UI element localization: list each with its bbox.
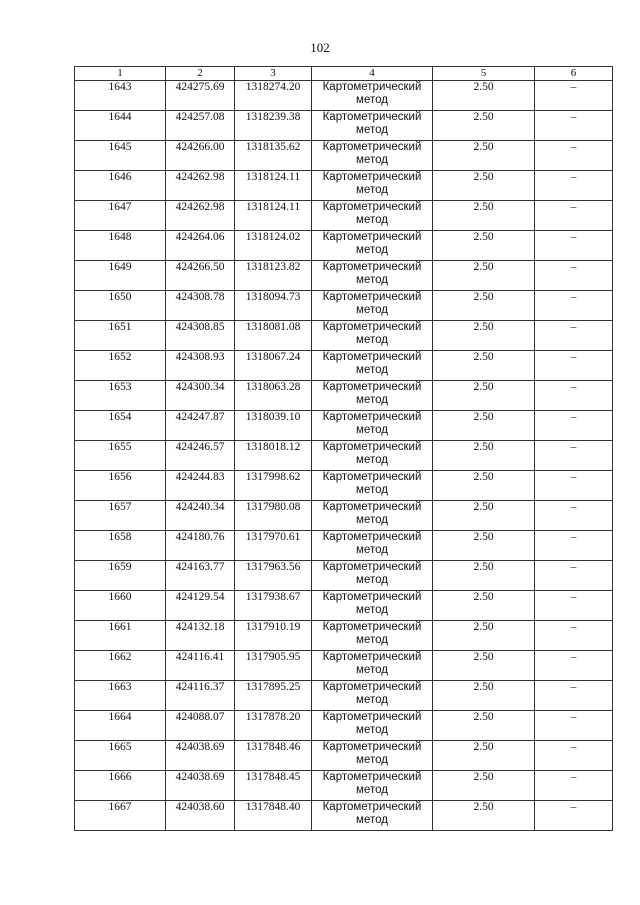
method-line-2: метод (356, 124, 388, 136)
method-line-1: Картометрический (322, 81, 422, 93)
table-row (75, 111, 613, 141)
column-header: 6 (535, 67, 613, 81)
method-cell (312, 321, 433, 351)
dash-mark: – (570, 681, 577, 693)
table-row (75, 741, 613, 771)
table-row (75, 291, 613, 321)
x-coordinate-cell: 424266.00 (166, 141, 235, 171)
x-coordinate-cell: 424038.69 (166, 741, 235, 771)
dash-mark: – (570, 171, 577, 183)
accuracy-cell: 2.50 (433, 411, 535, 441)
accuracy-cell: 2.50 (433, 801, 535, 831)
dash-mark: – (570, 411, 577, 423)
accuracy-cell: 2.50 (433, 231, 535, 261)
dash-mark: – (570, 771, 577, 783)
method-line-1: Картометрический (322, 231, 422, 243)
y-coordinate-cell: 1317970.61 (235, 531, 312, 561)
dash-mark: – (570, 141, 577, 153)
method-line-1: Картометрический (322, 171, 422, 183)
method-cell (312, 381, 433, 411)
point-number-cell: 1665 (75, 741, 166, 771)
table-row (75, 81, 613, 111)
column-header: 1 (75, 67, 166, 81)
y-coordinate-cell: 1318274.20 (235, 81, 312, 111)
accuracy-cell: 2.50 (433, 111, 535, 141)
table-row (75, 261, 613, 291)
dash-mark: – (570, 201, 577, 213)
accuracy-cell: 2.50 (433, 561, 535, 591)
note-cell (535, 531, 613, 561)
method-line-2: метод (356, 184, 388, 196)
method-cell (312, 441, 433, 471)
column-header-row (75, 67, 613, 81)
method-line-1: Картометрический (322, 381, 422, 393)
note-cell (535, 441, 613, 471)
dash-mark: – (570, 591, 577, 603)
note-cell (535, 81, 613, 111)
method-cell (312, 231, 433, 261)
note-cell (535, 381, 613, 411)
dash-mark: – (570, 471, 577, 483)
method-line-1: Картометрический (322, 201, 422, 213)
y-coordinate-cell: 1318063.28 (235, 381, 312, 411)
method-line-1: Картометрический (322, 621, 422, 633)
point-number-cell: 1659 (75, 561, 166, 591)
point-number-cell: 1649 (75, 261, 166, 291)
note-cell (535, 261, 613, 291)
point-number-cell: 1645 (75, 141, 166, 171)
method-line-1: Картометрический (322, 501, 422, 513)
method-line-2: метод (356, 754, 388, 766)
table-row (75, 621, 613, 651)
method-line-1: Картометрический (322, 411, 422, 423)
x-coordinate-cell: 424244.83 (166, 471, 235, 501)
method-line-2: метод (356, 154, 388, 166)
table-row (75, 441, 613, 471)
note-cell (535, 231, 613, 261)
table-row (75, 591, 613, 621)
table-row (75, 711, 613, 741)
note-cell (535, 501, 613, 531)
table-row (75, 321, 613, 351)
method-line-2: метод (356, 274, 388, 286)
accuracy-cell: 2.50 (433, 261, 535, 291)
point-number-cell: 1662 (75, 651, 166, 681)
dash-mark: – (570, 741, 577, 753)
point-number-cell: 1664 (75, 711, 166, 741)
accuracy-cell: 2.50 (433, 591, 535, 621)
dash-mark: – (570, 501, 577, 513)
method-cell (312, 501, 433, 531)
x-coordinate-cell: 424246.57 (166, 441, 235, 471)
x-coordinate-cell: 424038.60 (166, 801, 235, 831)
note-cell (535, 741, 613, 771)
method-line-1: Картометрический (322, 651, 422, 663)
dash-mark: – (570, 651, 577, 663)
note-cell (535, 351, 613, 381)
y-coordinate-cell: 1317848.40 (235, 801, 312, 831)
x-coordinate-cell: 424275.69 (166, 81, 235, 111)
method-line-2: метод (356, 634, 388, 646)
point-number-cell: 1660 (75, 591, 166, 621)
accuracy-cell: 2.50 (433, 81, 535, 111)
method-line-1: Картометрический (322, 801, 422, 813)
dash-mark: – (570, 531, 577, 543)
table-row (75, 501, 613, 531)
y-coordinate-cell: 1317895.25 (235, 681, 312, 711)
x-coordinate-cell: 424180.76 (166, 531, 235, 561)
table-row (75, 681, 613, 711)
y-coordinate-cell: 1318239.38 (235, 111, 312, 141)
method-line-1: Картометрический (322, 291, 422, 303)
point-number-cell: 1667 (75, 801, 166, 831)
point-number-cell: 1650 (75, 291, 166, 321)
y-coordinate-cell: 1317905.95 (235, 651, 312, 681)
table-row (75, 411, 613, 441)
method-cell (312, 411, 433, 441)
accuracy-cell: 2.50 (433, 141, 535, 171)
column-header: 5 (433, 67, 535, 81)
y-coordinate-cell: 1317963.56 (235, 561, 312, 591)
note-cell (535, 171, 613, 201)
table-row (75, 351, 613, 381)
point-number-cell: 1647 (75, 201, 166, 231)
x-coordinate-cell: 424038.69 (166, 771, 235, 801)
method-cell (312, 591, 433, 621)
y-coordinate-cell: 1318094.73 (235, 291, 312, 321)
point-number-cell: 1644 (75, 111, 166, 141)
point-number-cell: 1666 (75, 771, 166, 801)
note-cell (535, 771, 613, 801)
method-cell (312, 681, 433, 711)
method-line-1: Картометрический (322, 261, 422, 273)
y-coordinate-cell: 1318124.11 (235, 171, 312, 201)
method-cell (312, 801, 433, 831)
method-cell (312, 111, 433, 141)
note-cell (535, 141, 613, 171)
x-coordinate-cell: 424163.77 (166, 561, 235, 591)
method-line-1: Картометрический (322, 111, 422, 123)
y-coordinate-cell: 1317998.62 (235, 471, 312, 501)
method-cell (312, 711, 433, 741)
note-cell (535, 471, 613, 501)
method-cell (312, 351, 433, 381)
table-row (75, 201, 613, 231)
y-coordinate-cell: 1318124.11 (235, 201, 312, 231)
accuracy-cell: 2.50 (433, 771, 535, 801)
dash-mark: – (570, 261, 577, 273)
point-number-cell: 1655 (75, 441, 166, 471)
accuracy-cell: 2.50 (433, 291, 535, 321)
x-coordinate-cell: 424247.87 (166, 411, 235, 441)
x-coordinate-cell: 424264.06 (166, 231, 235, 261)
accuracy-cell: 2.50 (433, 351, 535, 381)
y-coordinate-cell: 1318124.02 (235, 231, 312, 261)
method-line-2: метод (356, 244, 388, 256)
method-line-2: метод (356, 94, 388, 106)
y-coordinate-cell: 1318018.12 (235, 441, 312, 471)
y-coordinate-cell: 1317878.20 (235, 711, 312, 741)
table-row (75, 651, 613, 681)
point-number-cell: 1652 (75, 351, 166, 381)
accuracy-cell: 2.50 (433, 621, 535, 651)
table-row (75, 531, 613, 561)
accuracy-cell: 2.50 (433, 681, 535, 711)
method-cell (312, 171, 433, 201)
x-coordinate-cell: 424266.50 (166, 261, 235, 291)
dash-mark: – (570, 621, 577, 633)
accuracy-cell: 2.50 (433, 381, 535, 411)
method-line-2: метод (356, 604, 388, 616)
point-number-cell: 1658 (75, 531, 166, 561)
table-row (75, 171, 613, 201)
dash-mark: – (570, 291, 577, 303)
table-row (75, 561, 613, 591)
point-number-cell: 1646 (75, 171, 166, 201)
method-line-1: Картометрический (322, 441, 422, 453)
x-coordinate-cell: 424308.93 (166, 351, 235, 381)
x-coordinate-cell: 424257.08 (166, 111, 235, 141)
table-row (75, 471, 613, 501)
dash-mark: – (570, 381, 577, 393)
method-cell (312, 621, 433, 651)
point-number-cell: 1651 (75, 321, 166, 351)
table-row (75, 381, 613, 411)
y-coordinate-cell: 1318067.24 (235, 351, 312, 381)
accuracy-cell: 2.50 (433, 471, 535, 501)
table-row (75, 801, 613, 831)
method-line-1: Картометрический (322, 141, 422, 153)
note-cell (535, 561, 613, 591)
y-coordinate-cell: 1317848.45 (235, 771, 312, 801)
x-coordinate-cell: 424132.18 (166, 621, 235, 651)
point-number-cell: 1661 (75, 621, 166, 651)
x-coordinate-cell: 424116.37 (166, 681, 235, 711)
dash-mark: – (570, 231, 577, 243)
y-coordinate-cell: 1318123.82 (235, 261, 312, 291)
method-line-1: Картометрический (322, 741, 422, 753)
method-cell (312, 531, 433, 561)
column-header: 2 (166, 67, 235, 81)
dash-mark: – (570, 711, 577, 723)
method-cell (312, 741, 433, 771)
method-line-2: метод (356, 724, 388, 736)
note-cell (535, 681, 613, 711)
accuracy-cell: 2.50 (433, 441, 535, 471)
x-coordinate-cell: 424262.98 (166, 171, 235, 201)
method-line-2: метод (356, 664, 388, 676)
dash-mark: – (570, 81, 577, 93)
accuracy-cell: 2.50 (433, 321, 535, 351)
table-row (75, 771, 613, 801)
dash-mark: – (570, 111, 577, 123)
method-cell (312, 201, 433, 231)
method-line-2: метод (356, 484, 388, 496)
x-coordinate-cell: 424240.34 (166, 501, 235, 531)
method-line-2: метод (356, 694, 388, 706)
dash-mark: – (570, 801, 577, 813)
x-coordinate-cell: 424300.34 (166, 381, 235, 411)
x-coordinate-cell: 424262.98 (166, 201, 235, 231)
y-coordinate-cell: 1318081.08 (235, 321, 312, 351)
x-coordinate-cell: 424088.07 (166, 711, 235, 741)
method-cell (312, 291, 433, 321)
x-coordinate-cell: 424129.54 (166, 591, 235, 621)
table-row (75, 141, 613, 171)
method-line-1: Картометрический (322, 471, 422, 483)
method-line-2: метод (356, 424, 388, 436)
y-coordinate-cell: 1318135.62 (235, 141, 312, 171)
method-line-2: метод (356, 574, 388, 586)
dash-mark: – (570, 351, 577, 363)
method-line-2: метод (356, 334, 388, 346)
method-line-2: метод (356, 814, 388, 826)
method-cell (312, 651, 433, 681)
method-line-2: метод (356, 544, 388, 556)
note-cell (535, 621, 613, 651)
coordinates-table (74, 66, 613, 831)
note-cell (535, 801, 613, 831)
y-coordinate-cell: 1317910.19 (235, 621, 312, 651)
y-coordinate-cell: 1317848.46 (235, 741, 312, 771)
accuracy-cell: 2.50 (433, 711, 535, 741)
method-line-1: Картометрический (322, 531, 422, 543)
method-line-1: Картометрический (322, 321, 422, 333)
page-number: 102 (310, 40, 330, 55)
note-cell (535, 111, 613, 141)
y-coordinate-cell: 1317938.67 (235, 591, 312, 621)
method-line-2: метод (356, 304, 388, 316)
method-cell (312, 771, 433, 801)
accuracy-cell: 2.50 (433, 201, 535, 231)
note-cell (535, 291, 613, 321)
method-line-2: метод (356, 364, 388, 376)
note-cell (535, 651, 613, 681)
point-number-cell: 1643 (75, 81, 166, 111)
x-coordinate-cell: 424308.85 (166, 321, 235, 351)
column-header: 4 (312, 67, 433, 81)
point-number-cell: 1648 (75, 231, 166, 261)
accuracy-cell: 2.50 (433, 501, 535, 531)
note-cell (535, 411, 613, 441)
y-coordinate-cell: 1317980.08 (235, 501, 312, 531)
method-cell (312, 471, 433, 501)
note-cell (535, 711, 613, 741)
dash-mark: – (570, 441, 577, 453)
method-cell (312, 261, 433, 291)
method-line-1: Картометрический (322, 351, 422, 363)
accuracy-cell: 2.50 (433, 741, 535, 771)
method-line-2: метод (356, 394, 388, 406)
accuracy-cell: 2.50 (433, 531, 535, 561)
method-line-2: метод (356, 214, 388, 226)
accuracy-cell: 2.50 (433, 651, 535, 681)
point-number-cell: 1657 (75, 501, 166, 531)
method-line-1: Картометрический (322, 591, 422, 603)
accuracy-cell: 2.50 (433, 171, 535, 201)
note-cell (535, 321, 613, 351)
point-number-cell: 1656 (75, 471, 166, 501)
method-line-2: метод (356, 784, 388, 796)
method-cell (312, 81, 433, 111)
method-line-1: Картометрический (322, 711, 422, 723)
method-cell (312, 561, 433, 591)
method-line-1: Картометрический (322, 561, 422, 573)
method-line-1: Картометрический (322, 771, 422, 783)
method-line-1: Картометрический (322, 681, 422, 693)
point-number-cell: 1663 (75, 681, 166, 711)
note-cell (535, 591, 613, 621)
point-number-cell: 1653 (75, 381, 166, 411)
y-coordinate-cell: 1318039.10 (235, 411, 312, 441)
column-header: 3 (235, 67, 312, 81)
x-coordinate-cell: 424116.41 (166, 651, 235, 681)
dash-mark: – (570, 561, 577, 573)
method-line-2: метод (356, 514, 388, 526)
note-cell (535, 201, 613, 231)
point-number-cell: 1654 (75, 411, 166, 441)
table-row (75, 231, 613, 261)
method-cell (312, 141, 433, 171)
x-coordinate-cell: 424308.78 (166, 291, 235, 321)
method-line-2: метод (356, 454, 388, 466)
dash-mark: – (570, 321, 577, 333)
